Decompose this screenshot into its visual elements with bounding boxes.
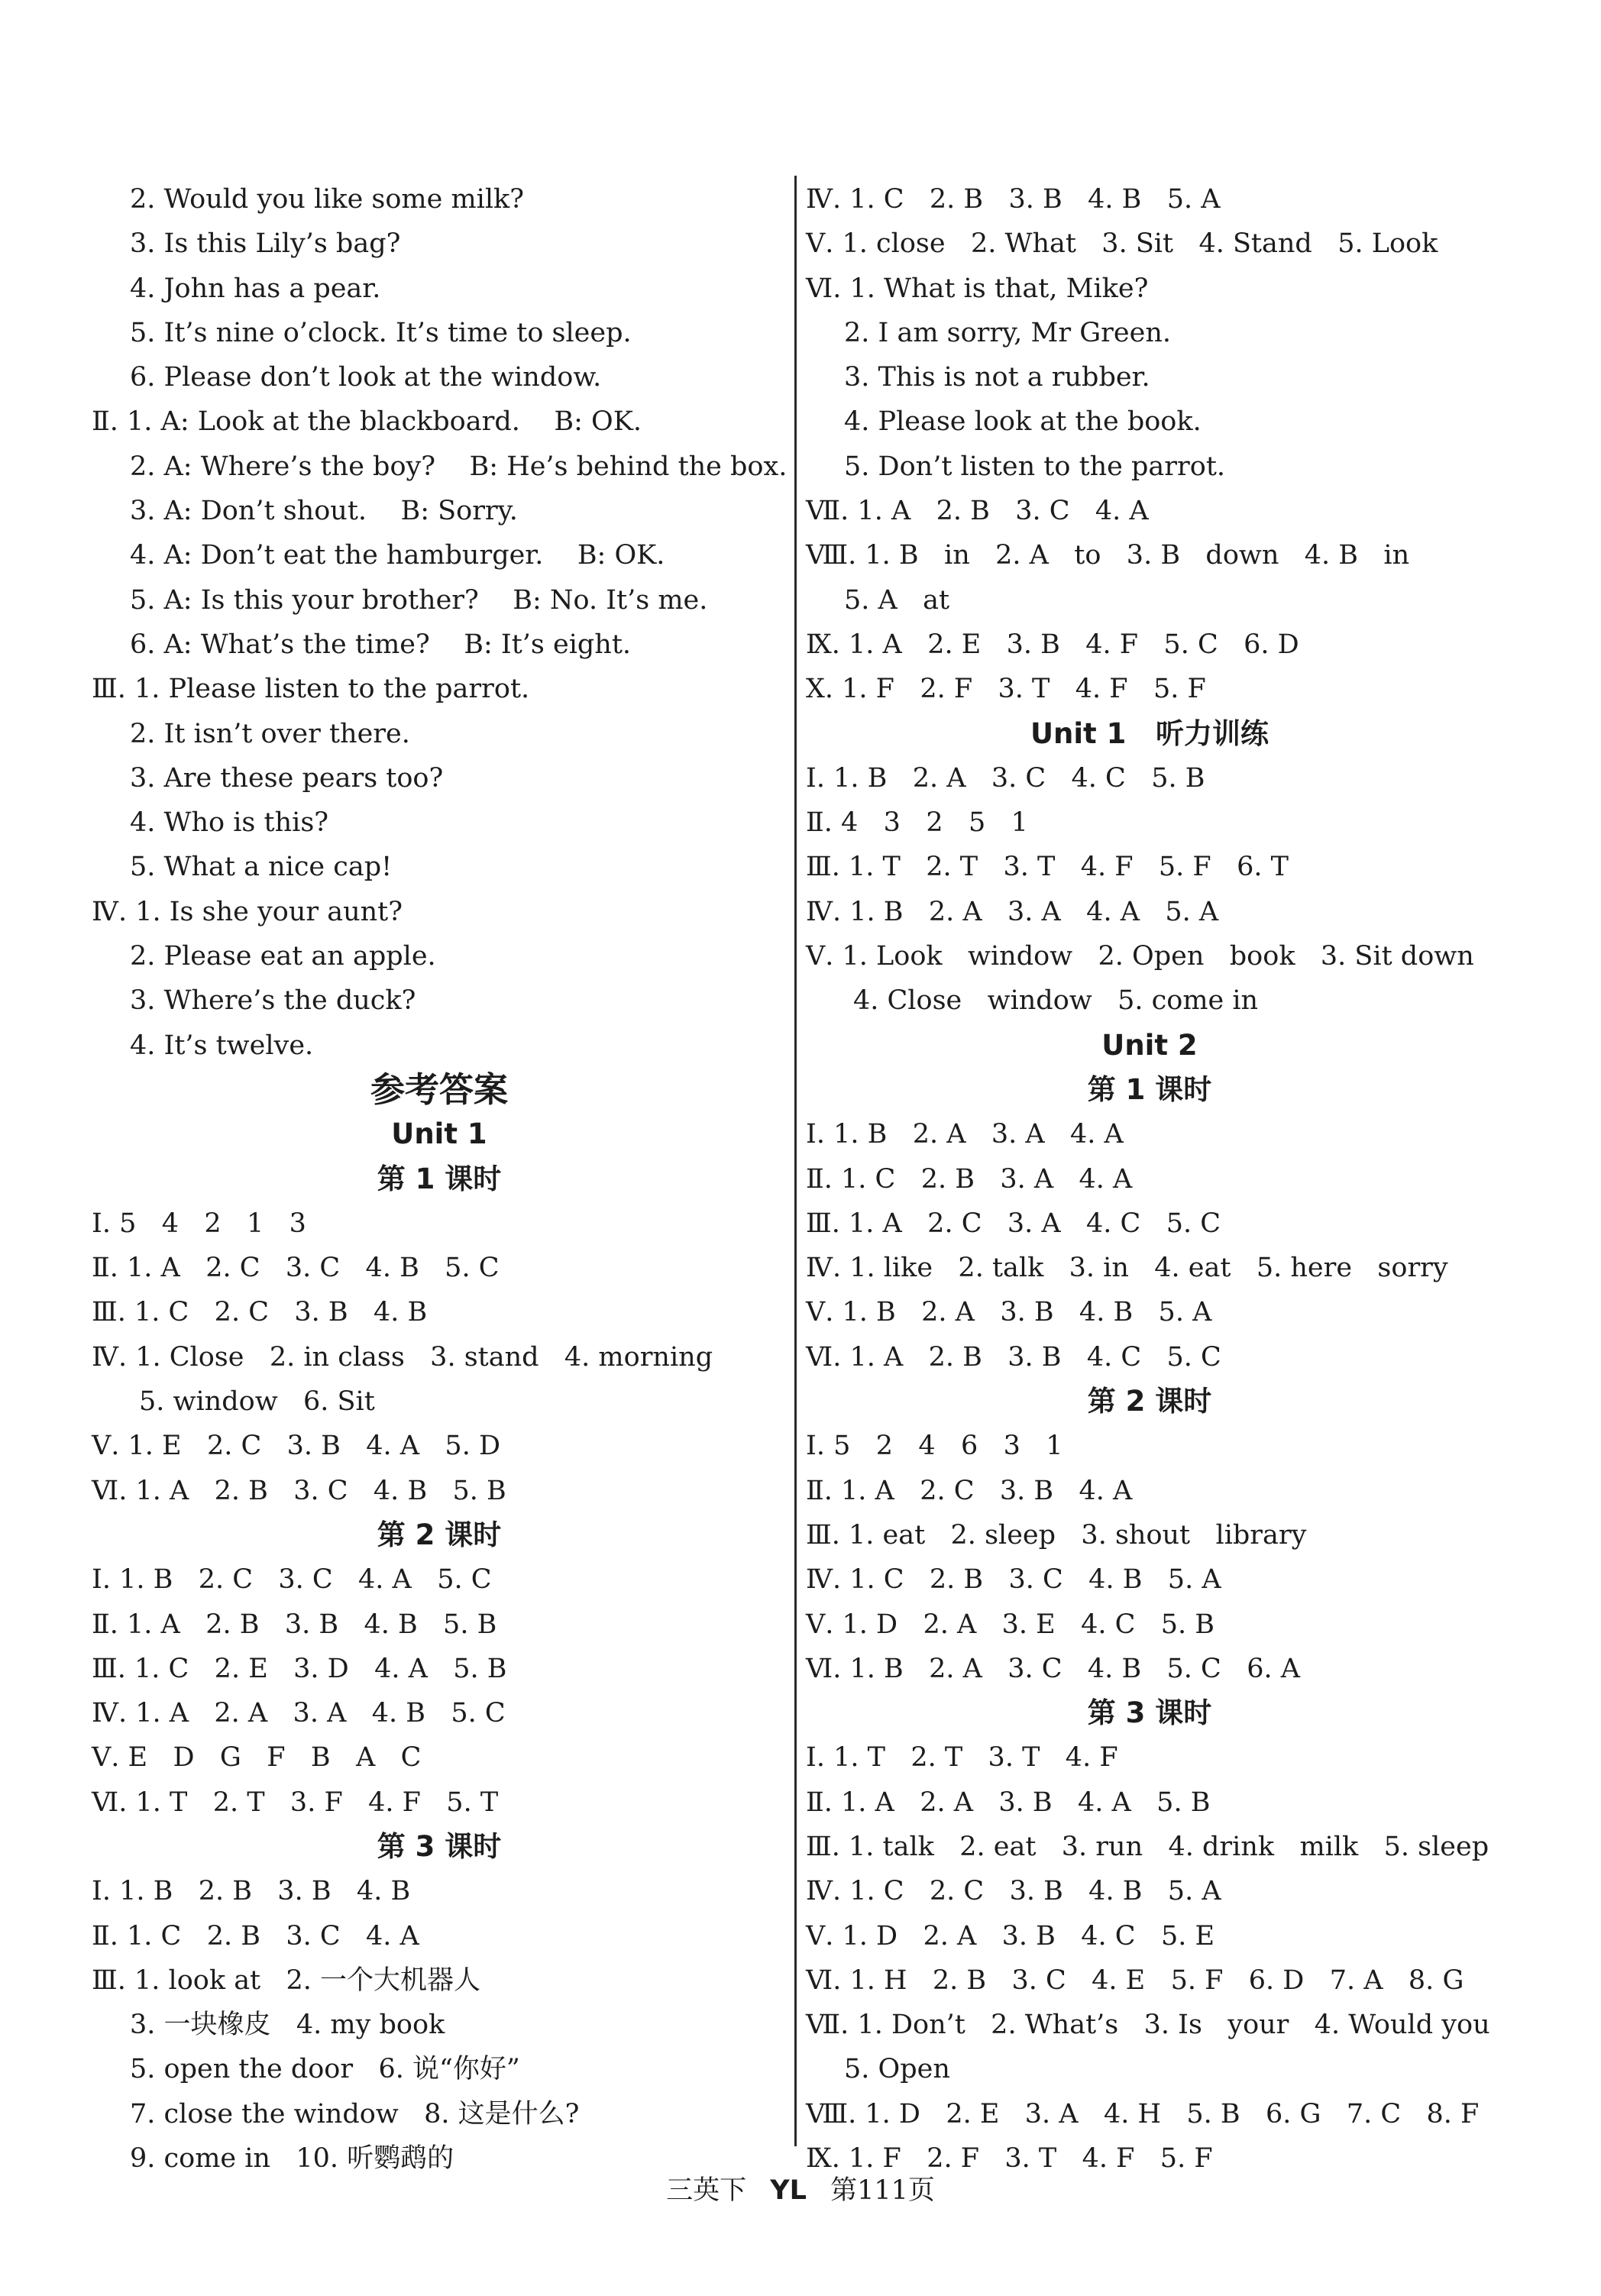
answer-line: Ⅰ. 1. B 2. B 3. B 4. B [92,1876,411,1907]
answer-line: Ⅰ. 1. T 2. T 3. T 4. F [806,1742,1118,1774]
answer-line: Ⅱ. 1. C 2. B 3. C 4. A [92,1920,419,1952]
answer-line: Ⅰ. 5 2 4 6 3 1 [806,1431,1063,1462]
answer-line: 9. come in 10. 听鹦鹉的 [130,2143,454,2175]
section-heading: Unit 2 [1101,1028,1198,1062]
answer-line: 5. A: Is this your brother? B: No. It’s me. [130,584,708,616]
answer-line: Ⅶ. 1. A 2. B 3. C 4. A [806,496,1149,527]
answer-line: 5. Open [844,2054,950,2085]
answer-line: 2. A: Where’s the boy? B: He’s behind the box. [130,451,788,482]
right-answer-column [806,177,1493,2181]
answer-line: 4. It’s twelve. [130,1030,314,1061]
answer-line: Ⅲ. 1. T 2. T 3. T 4. F 5. F 6. T [806,852,1289,883]
section-heading: 第 2 课时 [377,1518,502,1551]
answer-line: Ⅶ. 1. Don’t 2. What’s 3. Is your 4. Would you [806,2010,1490,2041]
answer-line: 3. 一块橡皮 4. my book [130,2010,445,2041]
answer-line: Ⅵ. 1. B 2. A 3. C 4. B 5. C 6. A [806,1653,1301,1684]
section-heading: 第 1 课时 [1087,1072,1212,1106]
answer-line: Ⅰ. 5 4 2 1 3 [92,1208,306,1239]
answer-line: Ⅸ. 1. F 2. F 3. T 4. F 5. F [806,2143,1213,2175]
page-footer [0,2169,1601,2212]
answer-line: 4. A: Don’t eat the hamburger. B: OK. [130,540,665,571]
answer-line: Ⅰ. 1. B 2. A 3. C 4. C 5. B [806,762,1205,794]
answer-line: Ⅱ. 4 3 2 5 1 [806,807,1028,839]
answer-line: Ⅲ. 1. A 2. C 3. A 4. C 5. C [806,1208,1221,1239]
answer-line: Ⅳ. 1. C 2. B 3. B 4. B 5. A [806,184,1221,215]
answer-line: 6. A: What’s the time? B: It’s eight. [130,629,632,660]
answer-line: Ⅳ. 1. like 2. talk 3. in 4. eat 5. here sorry [806,1253,1448,1284]
answer-line: Ⅵ. 1. A 2. B 3. B 4. C 5. C [806,1341,1221,1373]
answer-line: Ⅴ. 1. E 2. C 3. B 4. A 5. D [92,1431,501,1462]
left-answer-column [92,177,787,2181]
column-divider [794,176,797,2146]
answer-line: 5. It’s nine o’clock. It’s time to sleep. [130,317,632,348]
answer-line: 7. close the window 8. 这是什么? [130,2098,580,2129]
answer-line: Ⅱ. 1. A 2. A 3. B 4. A 5. B [806,1787,1211,1818]
answer-line: Ⅱ. 1. A 2. B 3. B 4. B 5. B [92,1609,497,1640]
answer-line: 3. Are these pears too? [130,762,444,794]
section-heading: Unit 1 听力训练 [1030,716,1269,750]
answer-line: Ⅲ. 1. Please listen to the parrot. [92,674,530,705]
answer-line: Ⅱ. 1. A 2. C 3. B 4. A [806,1475,1133,1506]
answer-line: 2. Would you like some milk? [130,184,525,215]
page-number: 第111页 [830,2175,935,2206]
answer-line: 3. Where’s the duck? [130,985,416,1017]
answer-line: Ⅳ. 1. Close 2. in class 3. stand 4. morning [92,1341,713,1373]
answer-line: Ⅴ. 1. B 2. A 3. B 4. B 5. A [806,1297,1212,1328]
answer-line: Ⅲ. 1. eat 2. sleep 3. shout library [806,1519,1307,1551]
answer-line: 5. Don’t listen to the parrot. [844,451,1226,482]
answer-line: Ⅳ. 1. B 2. A 3. A 4. A 5. A [806,896,1219,927]
answer-line: 4. Please look at the book. [844,406,1202,438]
answer-line: Ⅹ. 1. F 2. F 3. T 4. F 5. F [806,674,1206,705]
answer-line: 3. Is this Lily’s bag? [130,228,401,260]
answer-line: 5. open the door 6. 说“你好” [130,2054,520,2085]
answer-line: 5. A at [844,584,950,616]
answer-line: 4. Who is this? [130,807,329,839]
answer-line: 3. A: Don’t shout. B: Sorry. [130,496,518,527]
answer-line: Ⅲ. 1. look at 2. 一个大机器人 [92,1965,481,1996]
answer-line: Ⅰ. 1. B 2. A 3. A 4. A [806,1119,1124,1150]
answer-line: Ⅴ. 1. D 2. A 3. B 4. C 5. E [806,1920,1215,1952]
publisher-mark: YL [770,2175,807,2206]
section-heading: 第 2 课时 [1087,1385,1212,1418]
section-heading: 参考答案 [370,1069,508,1110]
section-heading: 第 3 课时 [377,1829,502,1863]
answer-line: Ⅲ. 1. C 2. C 3. B 4. B [92,1297,428,1328]
answer-line: 2. Please eat an apple. [130,941,436,972]
answer-line: Ⅵ. 1. A 2. B 3. C 4. B 5. B [92,1475,506,1506]
answer-line: Ⅵ. 1. What is that, Mike? [806,273,1149,304]
answer-line: Ⅴ. 1. close 2. What 3. Sit 4. Stand 5. Look [806,228,1438,260]
answer-line: Ⅱ. 1. C 2. B 3. A 4. A [806,1163,1133,1195]
section-heading: 第 3 课时 [1087,1696,1212,1730]
answer-line: Ⅱ. 1. A 2. C 3. C 4. B 5. C [92,1253,500,1284]
answer-line: Ⅲ. 1. talk 2. eat 3. run 4. drink milk 5. sleep [806,1831,1489,1862]
answer-line: Ⅴ. E D G F B A C [92,1742,422,1774]
answer-line: 4. Close window 5. come in [853,985,1259,1017]
answer-line: Ⅷ. 1. D 2. E 3. A 4. H 5. B 6. G 7. C 8. F [806,2098,1480,2129]
answer-line: Ⅵ. 1. T 2. T 3. F 4. F 5. T [92,1787,499,1818]
answer-line: Ⅸ. 1. A 2. E 3. B 4. F 5. C 6. D [806,629,1299,660]
answer-line: Ⅳ. 1. C 2. B 3. C 4. B 5. A [806,1564,1221,1596]
answer-line: Ⅲ. 1. C 2. E 3. D 4. A 5. B [92,1653,507,1684]
answer-line: Ⅵ. 1. H 2. B 3. C 4. E 5. F 6. D 7. A 8. G [806,1965,1464,1996]
answer-line: Ⅳ. 1. C 2. C 3. B 4. B 5. A [806,1876,1221,1907]
answer-line: 5. What a nice cap! [130,852,393,883]
answer-line: Ⅴ. 1. D 2. A 3. E 4. C 5. B [806,1609,1215,1640]
answer-line: 3. This is not a rubber. [844,362,1150,393]
answer-line: Ⅰ. 1. B 2. C 3. C 4. A 5. C [92,1564,492,1596]
section-heading: 第 1 课时 [377,1162,502,1195]
answer-line: 2. It isn’t over there. [130,718,410,749]
book-label: 三英下 [666,2175,747,2206]
answer-line: Ⅱ. 1. A: Look at the blackboard. B: OK. [92,406,642,438]
answer-line: 5. window 6. Sit [139,1386,375,1418]
section-heading: Unit 1 [391,1117,487,1151]
answer-line: 6. Please don’t look at the window. [130,362,602,393]
answer-line: Ⅳ. 1. A 2. A 3. A 4. B 5. C [92,1698,506,1729]
answer-line: Ⅴ. 1. Look window 2. Open book 3. Sit down [806,941,1474,972]
answer-line: 2. I am sorry, Mr Green. [844,317,1171,348]
answer-line: Ⅳ. 1. Is she your aunt? [92,896,403,927]
answer-line: 4. John has a pear. [130,273,381,304]
answer-line: Ⅷ. 1. B in 2. A to 3. B down 4. B in [806,540,1410,571]
